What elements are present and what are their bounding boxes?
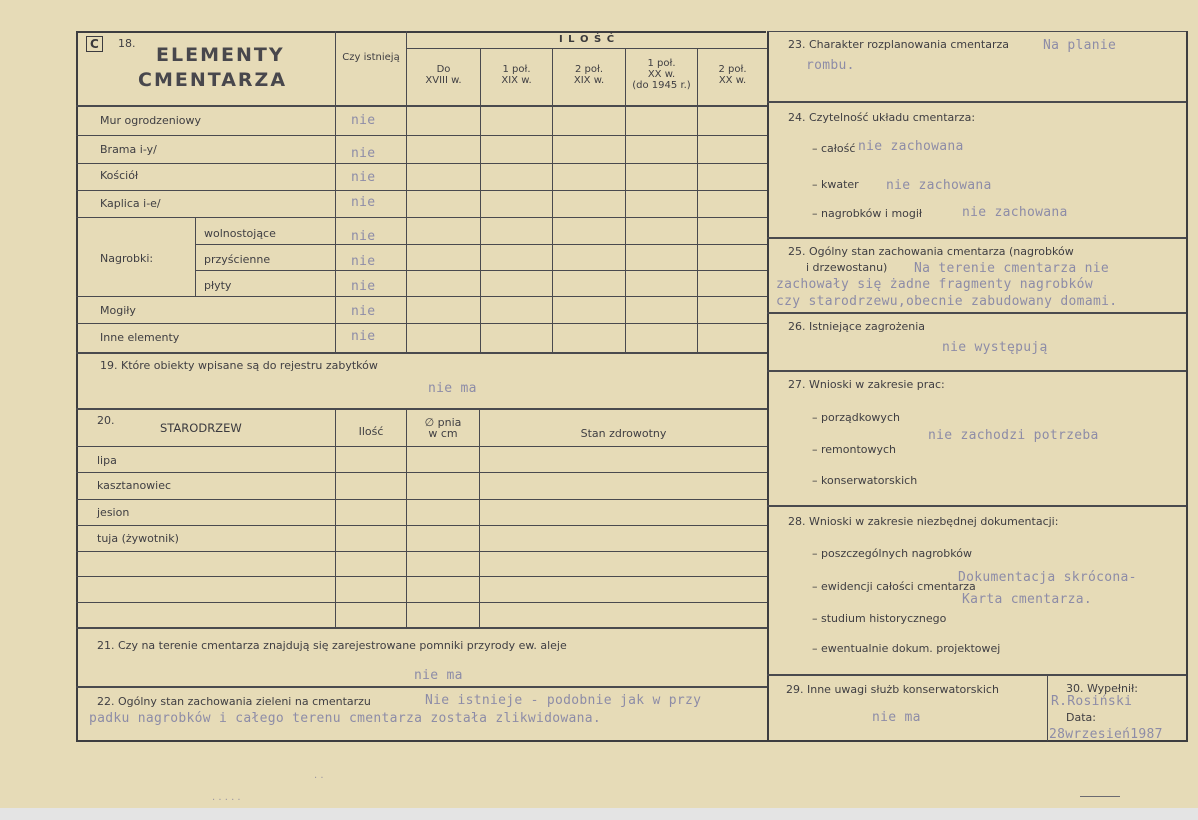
- grid-line: [552, 48, 553, 353]
- q24-item-value: nie zachowana: [886, 178, 992, 193]
- q27-item: – remontowych: [812, 443, 897, 456]
- element-label: Brama i-y/: [100, 143, 157, 156]
- q20-title: STARODRZEW: [160, 421, 242, 435]
- q25-label-line2: i drzewostanu): [806, 261, 888, 274]
- q28-item: – ewentualnie dokum. projektowej: [812, 642, 1001, 655]
- header-bottom-line: [76, 105, 767, 107]
- nagrobki-sub-value: nie: [351, 229, 376, 244]
- nagrobki-sub-label: wolnostojące: [204, 227, 276, 240]
- section-box-letter: C: [86, 36, 103, 52]
- row-line: [767, 101, 1187, 103]
- q30-label: 30. Wypełnił:: [1066, 682, 1138, 695]
- period-col-3: 2 poł. XIX w.: [573, 64, 605, 86]
- q28-answer-line2: Karta cmentarza.: [962, 592, 1093, 607]
- row-line: [76, 135, 767, 136]
- q21-label: 21. Czy na terenie cmentarza znajdują się zarejestrowane pomniki przyrody ew. aleje: [97, 639, 567, 652]
- row-line: [76, 499, 767, 500]
- tree-name: lipa: [97, 454, 117, 467]
- col-exists-header: Czy istnieją: [342, 52, 400, 63]
- q24-item-label: – nagrobków i mogił: [812, 207, 923, 220]
- row-line: [76, 602, 767, 603]
- row-line: [76, 323, 767, 324]
- element-value: nie: [351, 304, 376, 319]
- element-value: nie: [351, 146, 376, 161]
- element-value: nie: [351, 170, 376, 185]
- q24-item-value: nie zachowana: [858, 139, 964, 154]
- element-label: Mogiły: [100, 304, 136, 317]
- nagrobki-label: Nagrobki:: [100, 252, 154, 265]
- grid-line: [697, 48, 698, 353]
- title-line1: ELEMENTY: [156, 44, 285, 66]
- tree-name: tuja (żywotnik): [97, 532, 179, 545]
- section-number: 18.: [118, 37, 136, 50]
- grid-line: [406, 409, 407, 627]
- q20-col-state: Stan zdrowotny: [580, 427, 667, 440]
- q21-answer: nie ma: [414, 668, 463, 683]
- q27-item: – porządkowych: [812, 411, 900, 424]
- grid-line: [1047, 675, 1048, 741]
- q24-item-label: – kwater: [812, 178, 859, 191]
- pencil-mark: [1080, 796, 1120, 797]
- nagrobki-sub-value: nie: [351, 279, 376, 294]
- q28-answer-line1: Dokumentacja skrócona-: [958, 570, 1137, 585]
- row-line: [76, 576, 767, 577]
- q20-number: 20.: [97, 414, 115, 427]
- row-line: [76, 686, 767, 688]
- row-line: [767, 674, 1187, 676]
- row-line: [76, 446, 767, 447]
- row-line: [76, 296, 767, 297]
- q24-label: 24. Czytelność układu cmentarza:: [788, 111, 976, 124]
- row-line: [195, 270, 767, 271]
- row-line: [76, 525, 767, 526]
- q19-label: 19. Które obiekty wpisane są do rejestru zabytków: [100, 359, 378, 372]
- q23-answer-line2: rombu.: [806, 58, 855, 73]
- q25-answer-line3: czy starodrzewu,obecnie zabudowany domami.: [776, 294, 1118, 309]
- row-line: [76, 551, 767, 552]
- q29-answer: nie ma: [872, 710, 921, 725]
- nagrobki-sub-value: nie: [351, 254, 376, 269]
- q24-item-label: – całość: [812, 142, 856, 155]
- row-line: [767, 237, 1187, 239]
- q30-date: 28wrzesień1987: [1049, 727, 1163, 742]
- period-col-5: 2 poł. XX w.: [718, 64, 747, 86]
- grid-line: [625, 48, 626, 353]
- q26-answer: nie występują: [942, 340, 1048, 355]
- q20-col-qty: Ilość: [358, 425, 384, 438]
- left-top-border: [76, 31, 766, 33]
- q23-answer-line1: Na planie: [1043, 38, 1117, 53]
- row-line: [76, 190, 767, 191]
- right-outer-border: [1186, 31, 1188, 742]
- nagrobki-sub-label: przyścienne: [204, 253, 271, 266]
- q24-item-value: nie zachowana: [962, 205, 1068, 220]
- grid-line: [335, 31, 336, 353]
- period-col-1: Do XVIII w.: [425, 64, 462, 86]
- element-value: nie: [351, 195, 376, 210]
- row-line: [76, 472, 767, 473]
- q25-label-line1: 25. Ogólny stan zachowania cmentarza (nagrobków: [788, 245, 1074, 258]
- row-line: [767, 505, 1187, 507]
- grid-line: [406, 48, 767, 49]
- row-line: [767, 370, 1187, 372]
- q28-item: – ewidencji całości cmentarza: [812, 580, 976, 593]
- q30-name: R.Rosiński: [1051, 694, 1133, 709]
- row-line: [76, 408, 767, 410]
- bottom-border: [76, 740, 1187, 742]
- q28-label: 28. Wnioski w zakresie niezbędnej dokumentacji:: [788, 515, 1059, 528]
- row-line: [195, 244, 767, 245]
- q20-col-diam: ∅ pnia w cm: [424, 416, 462, 440]
- q27-answer: nie zachodzi potrzeba: [928, 428, 1099, 443]
- element-label: Mur ogrodzeniowy: [100, 114, 201, 127]
- right-top-border: [767, 31, 1187, 32]
- q27-label: 27. Wnioski w zakresie prac:: [788, 378, 945, 391]
- q22-label: 22. Ogólny stan zachowania zieleni na cmentarzu: [97, 695, 371, 708]
- nagrobki-sub-label: płyty: [204, 279, 232, 292]
- ilosc-header: I L O Ś Ć: [558, 34, 616, 45]
- q30-date-label: Data:: [1066, 711, 1096, 724]
- row-line: [76, 217, 767, 218]
- tree-name: kasztanowiec: [97, 479, 172, 492]
- ink-smudge: · · · · ·: [212, 795, 241, 806]
- q27-item: – konserwatorskich: [812, 474, 918, 487]
- q28-item: – studium historycznego: [812, 612, 947, 625]
- grid-line: [195, 217, 196, 296]
- row-line: [76, 627, 767, 629]
- grid-line: [335, 409, 336, 627]
- row-line: [76, 352, 767, 354]
- q26-label: 26. Istniejące zagrożenia: [788, 320, 926, 333]
- title-line2: CMENTARZA: [138, 69, 288, 91]
- q19-answer: nie ma: [428, 381, 477, 396]
- row-line: [767, 312, 1187, 314]
- q23-label: 23. Charakter rozplanowania cmentarza: [788, 38, 1009, 51]
- q25-answer-line1: Na terenie cmentarza nie: [914, 261, 1110, 276]
- element-value: nie: [351, 113, 376, 128]
- q22-answer-line1: Nie istnieje - podobnie jak w przy: [425, 693, 702, 708]
- element-label: Kaplica i-e/: [100, 197, 161, 210]
- left-outer-border: [76, 31, 78, 741]
- tree-name: jesion: [97, 506, 130, 519]
- q22-answer-line2: padku nagrobków i całego terenu cmentarza została zlikwidowana.: [89, 711, 601, 726]
- scan-edge: [0, 808, 1198, 820]
- q25-answer-line2: zachowały się żadne fragmenty nagrobków: [776, 277, 1093, 292]
- grid-line: [480, 48, 481, 353]
- ink-smudge: · ·: [314, 773, 324, 784]
- element-label: Inne elementy: [100, 331, 180, 344]
- period-col-4: 1 poł. XX w. (do 1945 r.): [632, 58, 691, 91]
- period-col-2: 1 poł. XIX w.: [501, 64, 532, 86]
- q29-label: 29. Inne uwagi służb konserwatorskich: [786, 683, 999, 696]
- middle-border: [767, 31, 769, 742]
- row-line: [76, 163, 767, 164]
- q28-item: – poszczególnych nagrobków: [812, 547, 972, 560]
- element-label: Kościół: [100, 169, 139, 182]
- grid-line: [479, 409, 480, 627]
- element-value: nie: [351, 329, 376, 344]
